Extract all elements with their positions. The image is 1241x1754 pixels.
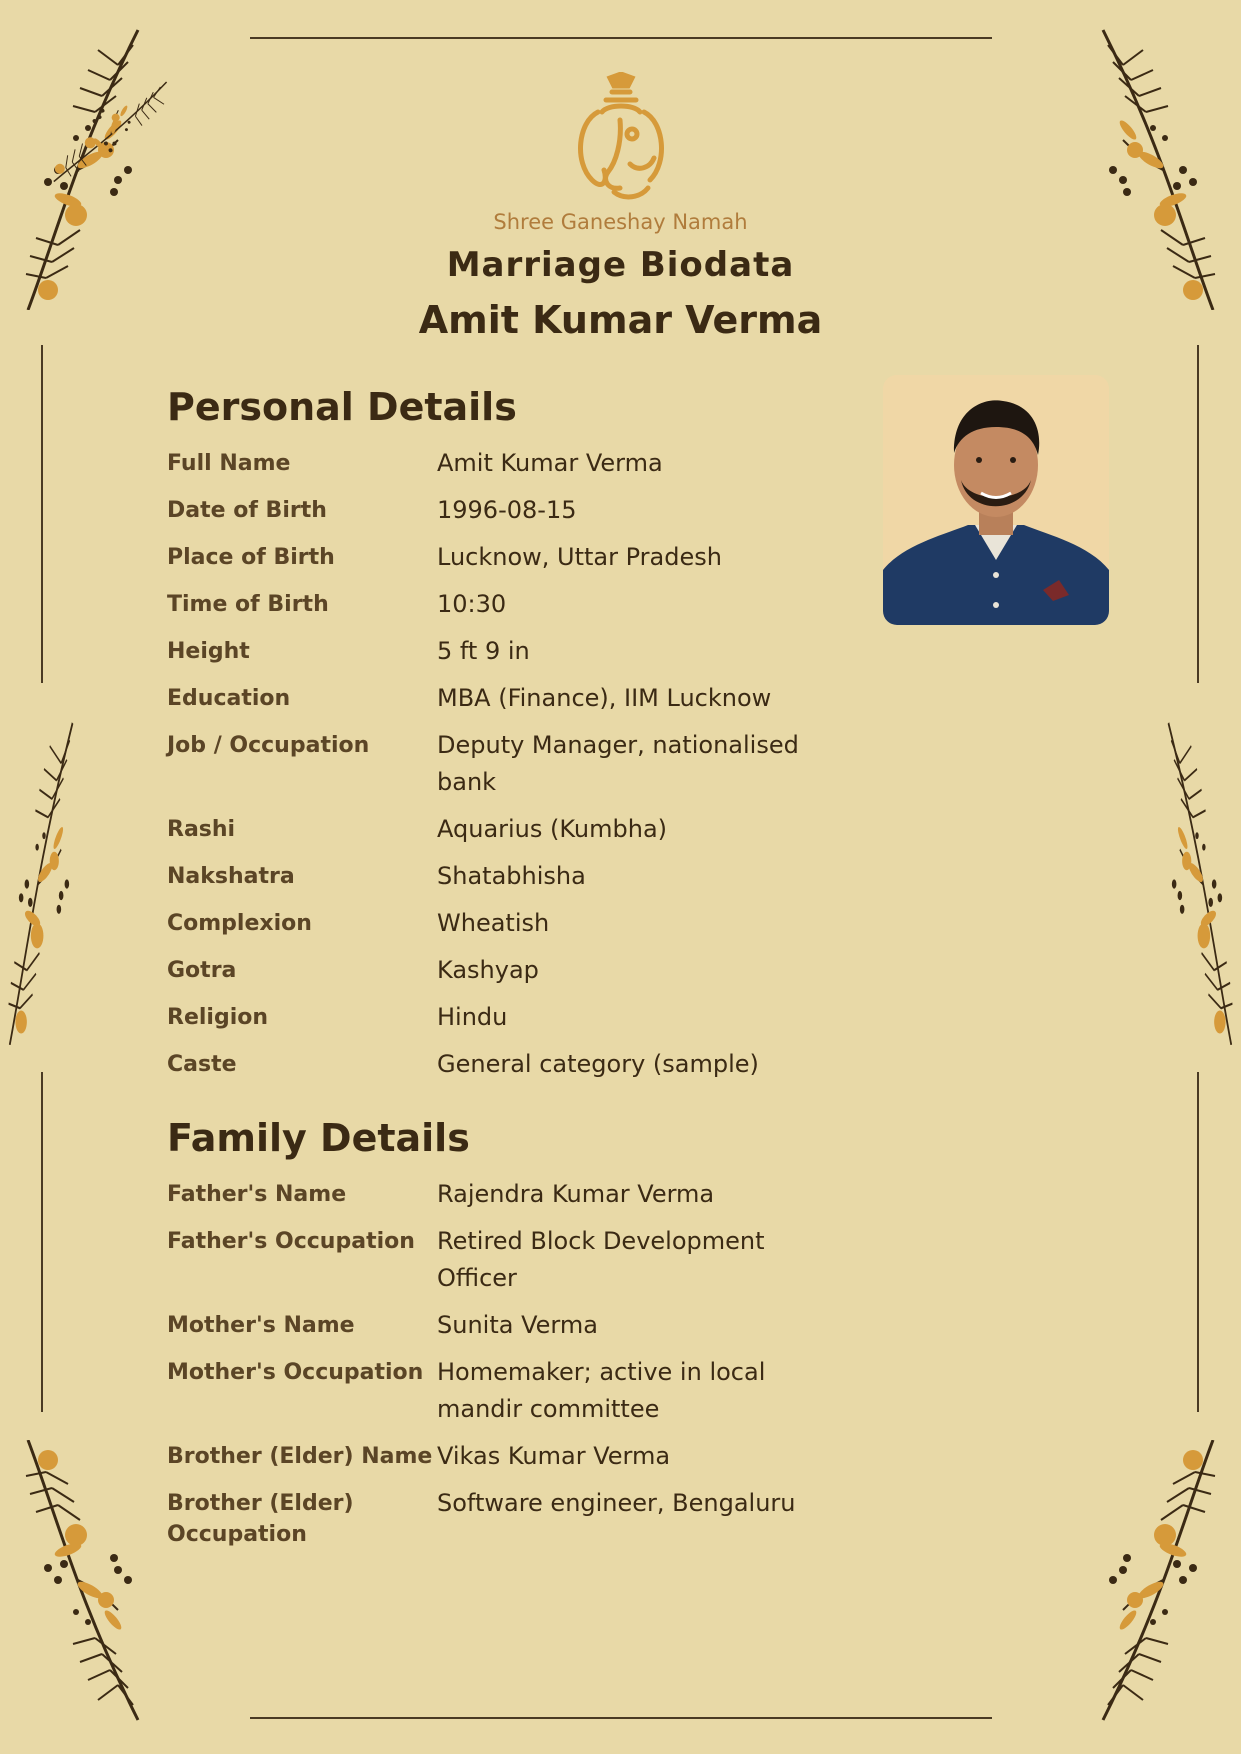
ganesh-icon: [568, 72, 674, 206]
detail-row: [167, 636, 827, 670]
detail-row: [167, 908, 827, 942]
row-label: Mother's Occupation: [167, 1360, 424, 1385]
row-value: Wheatish: [437, 909, 550, 937]
row-value: 1996-08-15: [437, 496, 577, 524]
frame-right-line-lower: [1197, 1072, 1199, 1412]
row-value: Deputy Manager, nationalised bank: [437, 731, 799, 796]
detail-row: [167, 1357, 827, 1428]
candidate-name: Amit Kumar Verma: [418, 298, 823, 342]
row-value: Aquarius (Kumbha): [437, 815, 668, 843]
row-value: Shatabhisha: [437, 862, 586, 890]
frame-left-line-upper: [41, 345, 43, 683]
family-details-heading: Family Details: [167, 1116, 470, 1160]
detail-row: [167, 1179, 827, 1213]
row-value: Software engineer, Bengaluru: [437, 1489, 796, 1517]
row-label: Time of Birth: [167, 592, 329, 617]
row-label: Complexion: [167, 911, 312, 936]
row-value: Retired Block Development Officer: [437, 1227, 765, 1292]
row-value: MBA (Finance), IIM Lucknow: [437, 684, 772, 712]
row-label: Place of Birth: [167, 545, 335, 570]
row-label: Father's Occupation: [167, 1229, 415, 1254]
detail-row: [167, 861, 827, 895]
row-value: Amit Kumar Verma: [437, 449, 663, 477]
floral-side-ornament-left: [4, 700, 124, 1045]
floral-side-ornament-right: [1117, 700, 1237, 1045]
detail-row: [167, 1310, 827, 1344]
row-value: Lucknow, Uttar Pradesh: [437, 543, 722, 571]
row-value: Rajendra Kumar Verma: [437, 1180, 715, 1208]
row-label: Education: [167, 686, 291, 711]
detail-row: [167, 955, 827, 989]
personal-details-heading: Personal Details: [167, 385, 517, 429]
details-content: [167, 380, 827, 1563]
row-label: Brother (Elder) Name: [167, 1444, 433, 1469]
detail-row: [167, 1441, 827, 1475]
row-label: Job / Occupation: [167, 733, 370, 758]
detail-row: [167, 1226, 827, 1297]
row-value: General category (sample): [437, 1050, 759, 1078]
row-value: Kashyap: [437, 956, 539, 984]
row-label: Brother (Elder) Occupation: [167, 1491, 354, 1547]
row-label: Nakshatra: [167, 864, 295, 889]
row-value: Hindu: [437, 1003, 508, 1031]
detail-row: [167, 814, 827, 848]
row-value: Sunita Verma: [437, 1311, 598, 1339]
row-label: Full Name: [167, 451, 291, 476]
document-title: Marriage Biodata: [446, 245, 795, 285]
row-value: Homemaker; active in local mandir committee: [437, 1358, 766, 1423]
detail-row: [167, 495, 827, 529]
detail-row: [167, 448, 827, 482]
row-label: Mother's Name: [167, 1313, 355, 1338]
row-label: Date of Birth: [167, 498, 327, 523]
frame-right-line-upper: [1197, 345, 1199, 683]
blessing-text: Shree Ganeshay Namah: [493, 210, 748, 234]
portrait-image: [883, 375, 1109, 625]
frame-left-line-lower: [41, 1072, 43, 1412]
row-label: Caste: [167, 1052, 237, 1077]
detail-row: [167, 1488, 827, 1550]
detail-row: [167, 589, 827, 623]
profile-photo: [883, 375, 1109, 625]
detail-row: [167, 730, 827, 801]
row-value: Vikas Kumar Verma: [437, 1442, 671, 1470]
frame-bottom-line: [250, 1717, 992, 1719]
row-label: Gotra: [167, 958, 237, 983]
detail-row: [167, 683, 827, 717]
floral-corner-ornament-bottom-right: [1013, 1440, 1223, 1740]
detail-row: [167, 1049, 827, 1083]
row-label: Rashi: [167, 817, 236, 842]
row-value: 5 ft 9 in: [437, 637, 530, 665]
row-label: Height: [167, 639, 250, 664]
row-value: 10:30: [437, 590, 507, 618]
frame-top-line: [250, 37, 992, 39]
detail-row: [167, 1002, 827, 1036]
detail-row: [167, 542, 827, 576]
row-label: Religion: [167, 1005, 269, 1030]
row-label: Father's Name: [167, 1182, 347, 1207]
